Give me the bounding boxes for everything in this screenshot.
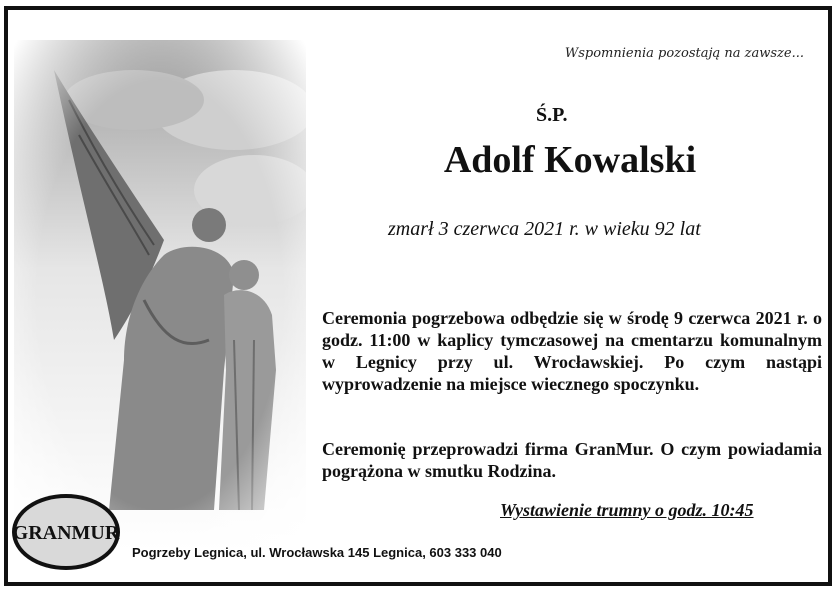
death-note: zmarł 3 czerwca 2021 r. w wieku 92 lat — [388, 218, 701, 240]
deceased-name: Adolf Kowalski — [443, 139, 697, 181]
footer-contact: Pogrzeby Legnica, ul. Wrocławska 145 Legnica, 603 333 040 — [132, 545, 502, 560]
granmur-logo — [10, 492, 122, 572]
ceremony-paragraph: Ceremonia pogrzebowa odbędzie się w środę 9 czerwca 2021 r. o godz. 11:00 w kaplicy tymczasowej na cmentarzu komunalnym w Legnicy przy ul. Wrocławskiej. Po czym nastąpi wyprowadzenie na miejsce wiecznego spoczynku. — [322, 308, 822, 394]
logo-text: GRANMUR — [12, 522, 120, 544]
memorial-motto: Wspomnienia pozostają na zawsze... — [564, 46, 804, 61]
honorific-title: Ś.P. — [536, 104, 568, 126]
viewing-note: Wystawienie trumny o godz. 10:45 — [500, 500, 754, 520]
angel-statue-photo — [14, 40, 306, 550]
funeral-home-paragraph: Ceremonię przeprowadzi firma GranMur. O czym powiadamia pogrążona w smutku Rodzina. — [322, 439, 822, 481]
